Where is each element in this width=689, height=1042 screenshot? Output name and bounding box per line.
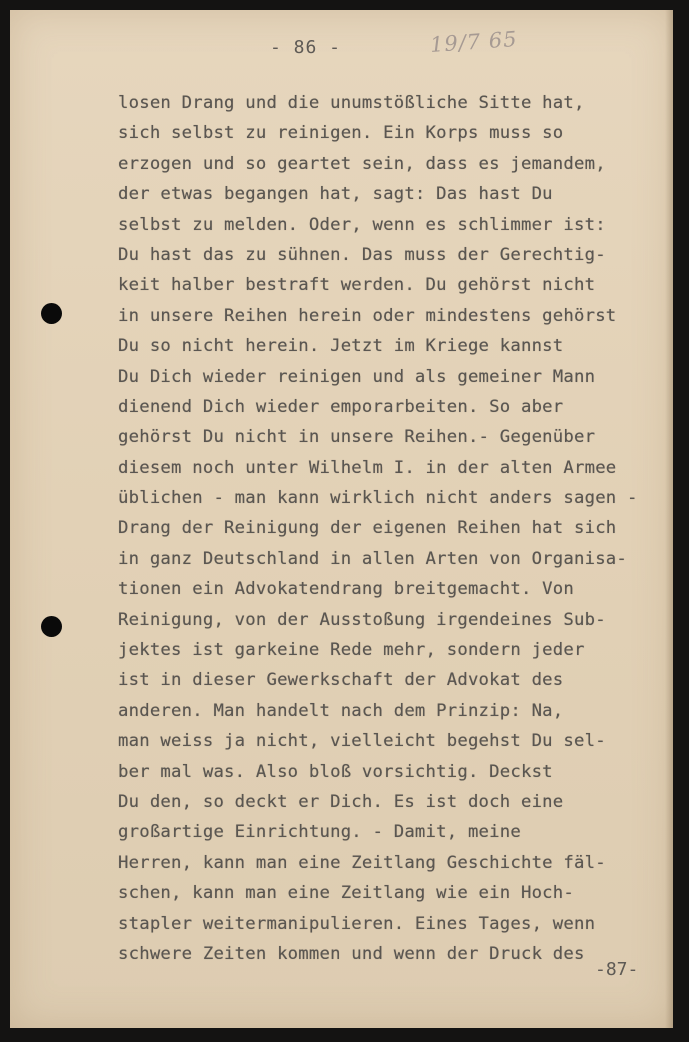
text-line: Du so nicht herein. Jetzt im Kriege kannst <box>118 336 564 357</box>
text-line: stapler weitermanipulieren. Eines Tages, wenn <box>118 913 596 934</box>
text-line: Reinigung, von der Ausstoßung irgendeines Sub- <box>118 609 606 630</box>
punch-hole-bottom <box>41 616 62 637</box>
text-line: diesem noch unter Wilhelm I. in der alten Armee <box>118 457 617 478</box>
text-line: anderen. Man handelt nach dem Prinzip: Na, <box>118 700 564 721</box>
text-line: losen Drang und die unumstößliche Sitte hat, <box>118 93 585 113</box>
page-number: - 86 - <box>270 37 342 58</box>
text-line: man weiss ja nicht, vielleicht begehst Du sel- <box>118 731 606 752</box>
archive-mark: 19/7 65 <box>429 26 519 58</box>
text-line: schwere Zeiten kommen und wenn der Druck des <box>118 943 585 964</box>
text-line: selbst zu melden. Oder, wenn es schlimmer ist: <box>118 214 606 235</box>
text-line: gehörst Du nicht in unsere Reihen.- Gegenüber <box>118 427 596 448</box>
text-line: schen, kann man eine Zeitlang wie ein Hoch- <box>118 883 574 904</box>
text-line: üblichen - man kann wirklich nicht anders sagen - <box>118 488 638 509</box>
text-line: erzogen und so geartet sein, dass es jemandem, <box>118 153 606 174</box>
text-line: dienend Dich wieder emporarbeiten. So aber <box>118 396 564 417</box>
text-line: Herren, kann man eine Zeitlang Geschichte fäl- <box>118 852 606 873</box>
document-page <box>10 10 673 1028</box>
text-line: Drang der Reinigung der eigenen Reihen hat sich <box>118 518 617 539</box>
text-line: keit halber bestraft werden. Du gehörst nicht <box>118 275 596 296</box>
text-line: ist in dieser Gewerkschaft der Advokat des <box>118 670 564 691</box>
text-line: Du den, so deckt er Dich. Es ist doch eine <box>118 791 564 812</box>
text-line: großartige Einrichtung. - Damit, meine <box>118 822 521 843</box>
typed-body-text <box>118 88 663 969</box>
text-line: ber mal was. Also bloß vorsichtig. Deckst <box>118 761 553 782</box>
text-line: in unsere Reihen herein oder mindestens gehörst <box>118 305 617 326</box>
text-line: in ganz Deutschland in allen Arten von Organisa- <box>118 548 628 569</box>
text-line: tionen ein Advokatendrang breitgemacht. Von <box>118 579 574 600</box>
punch-hole-top <box>41 303 62 324</box>
text-line: sich selbst zu reinigen. Ein Korps muss so <box>118 123 564 144</box>
text-line: der etwas begangen hat, sagt: Das hast Du <box>118 184 553 205</box>
text-line: jektes ist garkeine Rede mehr, sondern jeder <box>118 640 585 661</box>
text-line: Du hast das zu sühnen. Das muss der Gerechtig- <box>118 244 606 265</box>
next-page-marker: -87- <box>595 959 639 980</box>
text-line: Du Dich wieder reinigen und als gemeiner Mann <box>118 366 596 387</box>
